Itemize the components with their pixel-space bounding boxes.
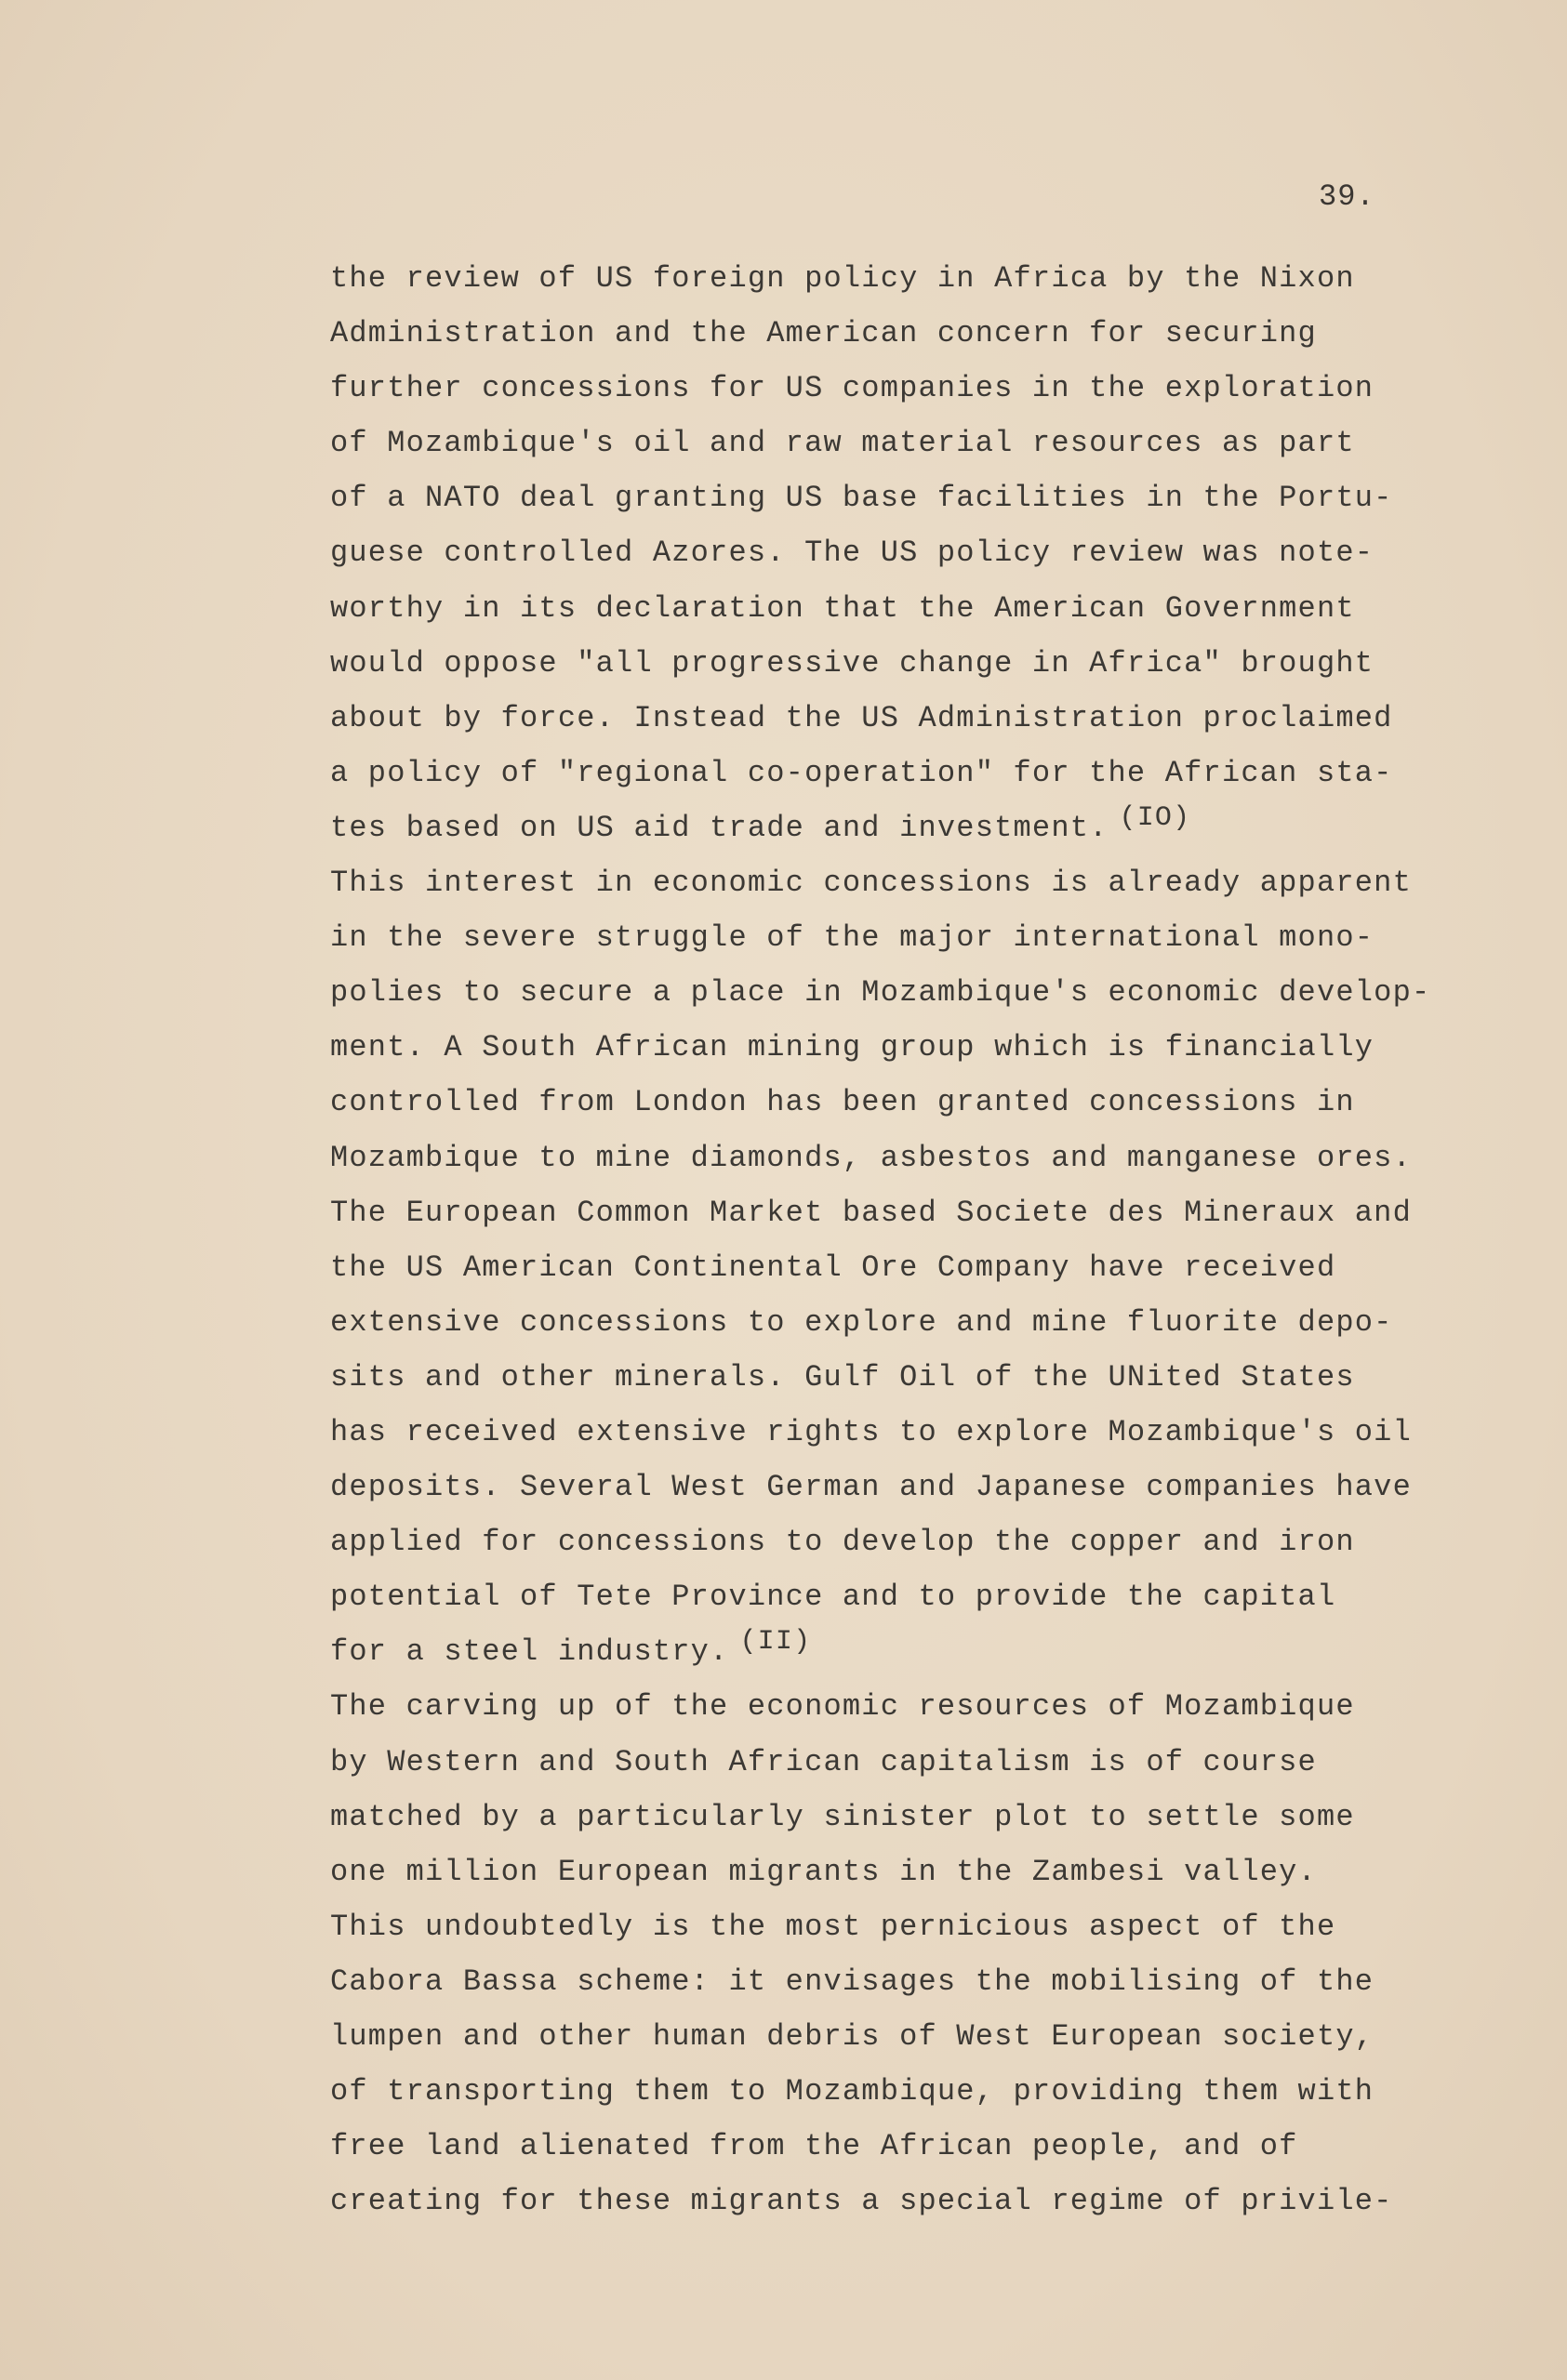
text-line: ment. A South African mining group which is financially (330, 1030, 1374, 1065)
text-line: would oppose "all progressive change in Africa" brought (330, 645, 1374, 681)
text-line: This undoubtedly is the most pernicious aspect of the (330, 1909, 1336, 1944)
text-line: of transporting them to Mozambique, providing them with (330, 2074, 1374, 2109)
text-line: about by force. Instead the US Administration proclaimed (330, 700, 1393, 735)
text-line: lumpen and other human debris of West European society, (330, 2019, 1374, 2054)
footnote-ref-10: (IO) (1119, 801, 1191, 834)
text-line: by Western and South African capitalism is of course (330, 1744, 1317, 1779)
text-line: further concessions for US companies in the exploration (330, 371, 1374, 406)
text-line: of Mozambique's oil and raw material resources as part (330, 426, 1355, 461)
text-line: for a steel industry. (330, 1634, 729, 1670)
text-line: controlled from London has been granted concessions in (330, 1085, 1355, 1120)
text-line: one million European migrants in the Zambesi valley. (330, 1854, 1317, 1889)
text-line-with-footnote (330, 1624, 1539, 1679)
text-line: guese controlled Azores. The US policy review was note- (330, 536, 1374, 571)
text-line: sits and other minerals. Gulf Oil of the UNited States (330, 1359, 1355, 1395)
text-line: tes based on US aid trade and investment. (330, 810, 1109, 845)
text-line: worthy in its declaration that the American Government (330, 590, 1355, 626)
text-line: the review of US foreign policy in Africa by the Nixon (330, 261, 1355, 296)
text-line: a policy of "regional co-operation" for the African sta- (330, 755, 1393, 790)
text-line: polies to secure a place in Mozambique's economic develop- (330, 975, 1431, 1011)
text-line: Administration and the American concern for securing (330, 316, 1317, 351)
text-line: free land alienated from the African people, and of (330, 2129, 1298, 2164)
text-line: extensive concessions to explore and mine fluorite depo- (330, 1304, 1393, 1340)
text-line: creating for these migrants a special regime of privile- (330, 2184, 1393, 2219)
text-line: The European Common Market based Societe des Mineraux and (330, 1195, 1412, 1230)
text-line-with-footnote (330, 800, 1539, 855)
text-line: of a NATO deal granting US base facilities in the Portu- (330, 481, 1393, 516)
text-line: potential of Tete Province and to provide the capital (330, 1580, 1336, 1615)
text-line: matched by a particularly sinister plot to settle some (330, 1799, 1355, 1834)
text-line: This interest in economic concessions is already apparent (330, 866, 1412, 901)
text-line: applied for concessions to develop the copper and iron (330, 1525, 1355, 1560)
text-line: Cabora Bassa scheme: it envisages the mobilising of the (330, 1964, 1374, 1999)
text-line: in the severe struggle of the major international mono- (330, 920, 1374, 956)
page-number: 39. (1319, 179, 1375, 214)
text-line: has received extensive rights to explore Mozambique's oil (330, 1414, 1412, 1449)
text-line: deposits. Several West German and Japanese companies have (330, 1470, 1412, 1505)
footnote-ref-11: (II) (739, 1626, 812, 1659)
text-line: The carving up of the economic resources of Mozambique (330, 1689, 1355, 1725)
text-line: Mozambique to mine diamonds, asbestos and manganese ores. (330, 1140, 1412, 1175)
text-line: the US American Continental Ore Company have received (330, 1250, 1336, 1285)
body-text (330, 251, 1539, 2228)
